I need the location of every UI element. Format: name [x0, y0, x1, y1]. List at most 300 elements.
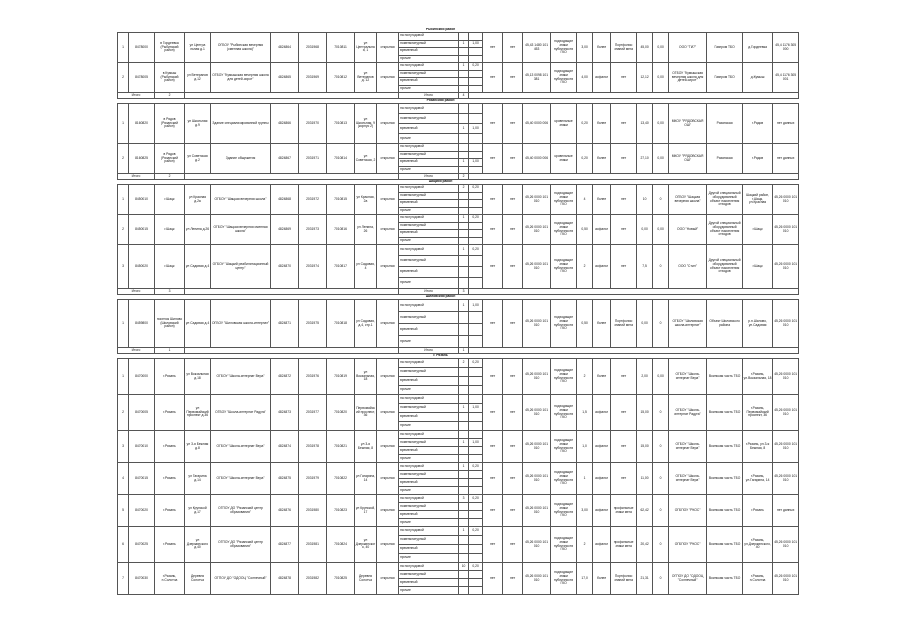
- subline-volume: 0,20: [469, 215, 483, 223]
- cell-c20: 0: [653, 300, 669, 348]
- cell-c15: подходящие знаки публичности ГКО: [551, 185, 577, 215]
- cell-c12: нет: [483, 527, 503, 563]
- subline-label: временный: [399, 579, 459, 587]
- subline-volume: [469, 267, 483, 278]
- subline-count: [459, 134, 469, 144]
- cell-c7: 7010824: [327, 527, 355, 563]
- cell-c9: открытая: [377, 527, 399, 563]
- cell-c5: 4824868: [271, 185, 299, 215]
- subline-count: 3: [459, 495, 469, 503]
- cell-c17: асфальт: [593, 495, 611, 527]
- cell-c15: подходящие знаки публичности ГКО: [551, 33, 577, 63]
- cell-c5: 4824878: [271, 563, 299, 595]
- subline-label: номенклатурный: [399, 114, 459, 124]
- subline-label: прочие: [399, 487, 459, 495]
- cell-c8: ул Садовая, 4: [355, 245, 377, 289]
- waste-sites-table: [117, 28, 799, 595]
- subline-volume: [469, 536, 483, 545]
- cell-c16: 2: [577, 527, 593, 563]
- subline-count: [459, 368, 469, 377]
- cell-c5: 4824874: [271, 431, 299, 463]
- subline-count: [459, 55, 469, 63]
- subline-label: номенклатурный: [399, 503, 459, 511]
- subline-volume: [469, 368, 483, 377]
- cell-c14: 45,26 0000 101 010: [523, 527, 551, 563]
- cell-addr: ул Вокзальная д.18: [185, 359, 211, 395]
- cell-name: ОГБОУ "Рыбинская вечерняя (сменная школа)": [211, 33, 271, 63]
- subline-label: номенклатурный: [399, 256, 459, 267]
- table-body: [118, 28, 799, 595]
- subline-volume: [469, 422, 483, 431]
- subline-volume: [469, 222, 483, 230]
- cell-c14: 45,26 0000 101 010: [523, 463, 551, 495]
- cell-name: ОГПОУ ДО "ОДООЦ "Солнечный": [211, 563, 271, 595]
- subline-label: временный: [399, 324, 459, 336]
- cell-c9: открытая: [377, 63, 399, 93]
- cell-c17: более: [593, 300, 611, 348]
- subline-count: [459, 78, 469, 86]
- subline-count: [459, 431, 469, 439]
- cell-loc: г.Рязань: [155, 395, 185, 431]
- subline-count: 1: [459, 404, 469, 413]
- cell-n: 3: [118, 245, 129, 289]
- cell-code: 8470025: [129, 527, 155, 563]
- table-row: [118, 563, 799, 571]
- cell-c21: ОГБОУ "Школа-интернат Вера": [669, 463, 707, 495]
- cell-c7: 7010812: [327, 63, 355, 93]
- cell-name: Здание общежития: [211, 144, 271, 174]
- cell-c24: 45,4 1176 305 000: [773, 33, 799, 63]
- cell-c15: подходящие знаки публичности ГКО: [551, 431, 577, 463]
- cell-c13: нет: [503, 300, 523, 348]
- cell-name: ОГПОУ ДО "Рязанский центр образования": [211, 495, 271, 527]
- cell-c18: нет: [611, 245, 637, 289]
- cell-addr: Деревня Солотча: [185, 563, 211, 595]
- subline-count: [459, 503, 469, 511]
- subline-volume: [469, 377, 483, 386]
- cell-c23: г.Рязань, ул.3-я Бежная, 8: [743, 431, 773, 463]
- section-title: Рязанский район: [426, 98, 455, 103]
- cell-c8: ул 3-я Бежная, 8: [355, 431, 377, 463]
- cell-c15: подходящие знаки публичности ГКО: [551, 63, 577, 93]
- cell-n: 1: [118, 359, 129, 395]
- subline-volume: [469, 587, 483, 595]
- subline-label: прочие: [399, 386, 459, 395]
- section-title: Шацкий район: [428, 179, 453, 184]
- cell-c8: ул Центральная, 1: [355, 33, 377, 63]
- cell-c12: нет: [483, 495, 503, 527]
- cell-c19: 62,42: [637, 495, 653, 527]
- cell-c12: нет: [483, 395, 503, 431]
- subline-label: прочие: [399, 455, 459, 463]
- cell-c8: ул Крупской, 17: [355, 495, 377, 527]
- cell-c24: 45,26 0000 101 010: [773, 215, 799, 245]
- subline-label: на полугодовой: [399, 63, 459, 71]
- cell-c7: 7010821: [327, 431, 355, 463]
- cell-c9: открытая: [377, 215, 399, 245]
- cell-c17: асфальт: [593, 63, 611, 93]
- cell-c21: ОГБОУ "Школа-интернат Вера": [669, 359, 707, 395]
- cell-c19: 2,00: [637, 359, 653, 395]
- subline-label: номенклатурный: [399, 439, 459, 447]
- cell-c9: открытая: [377, 300, 399, 348]
- cell-code: 8450020: [129, 245, 155, 289]
- subline-count: [459, 222, 469, 230]
- cell-c23: г.Рязань, п.Солотча: [743, 563, 773, 595]
- subline-label: прочие: [399, 278, 459, 289]
- cell-c7: 7010815: [327, 185, 355, 215]
- cell-code: 8450010: [129, 185, 155, 215]
- cell-c20: 0: [653, 495, 669, 527]
- cell-c19: 10: [637, 185, 653, 215]
- subline-count: 2: [459, 185, 469, 193]
- cell-code: 8160820: [129, 104, 155, 144]
- subline-count: [459, 278, 469, 289]
- cell-c8: ул Дзержинского, 40: [355, 527, 377, 563]
- table-row: [118, 495, 799, 503]
- cell-c6: 2031979: [299, 463, 327, 495]
- subline-volume: [469, 55, 483, 63]
- cell-c17: асфальт: [593, 527, 611, 563]
- cell-c6: 2031982: [299, 563, 327, 595]
- cell-c21: ОГБОУ "Кумышская вечерняя школа для детей-сирот": [669, 63, 707, 93]
- subline-label: номенклатурный: [399, 312, 459, 324]
- cell-c15: подходящие знаки публичности ГКО: [551, 563, 577, 595]
- subline-volume: 0,20: [469, 359, 483, 368]
- cell-c16: 1,5: [577, 395, 593, 431]
- cell-c6: 2031981: [299, 527, 327, 563]
- cell-c23: г.Рязань, Первомайский проспект, 36: [743, 395, 773, 431]
- subline-volume: [469, 200, 483, 208]
- subline-count: [459, 230, 469, 238]
- cell-c14: 45,26 0000 101 010: [523, 563, 551, 595]
- cell-c22: Воинская часть ТБО: [707, 563, 743, 595]
- cell-loc: г.Рязань: [155, 431, 185, 463]
- cell-code: 8478005: [129, 63, 155, 93]
- cell-c6: 2031976: [299, 359, 327, 395]
- cell-c5: 4824866: [271, 104, 299, 144]
- subline-volume: [469, 144, 483, 152]
- subline-label: прочие: [399, 519, 459, 527]
- subline-volume: 0,20: [469, 563, 483, 571]
- cell-c7: 7010825: [327, 563, 355, 595]
- subline-volume: [469, 324, 483, 336]
- subline-count: [459, 386, 469, 395]
- total-label: Итого: [118, 289, 155, 295]
- cell-c5: 4824876: [271, 495, 299, 527]
- cell-c22: Воинская часть ТБО: [707, 495, 743, 527]
- subline-volume: [469, 511, 483, 519]
- subline-volume: [469, 70, 483, 78]
- cell-c16: 3,00: [577, 33, 593, 63]
- cell-c13: нет: [503, 463, 523, 495]
- subline-label: номенклатурный: [399, 368, 459, 377]
- cell-c14: 45,26 0000 101 010: [523, 431, 551, 463]
- total-sum: 2: [459, 174, 469, 180]
- cell-c16: 17,0: [577, 563, 593, 595]
- subline-count: 1: [459, 215, 469, 223]
- cell-c18: нет: [611, 215, 637, 245]
- cell-code: 8470015: [129, 463, 155, 495]
- subline-label: номенклатурный: [399, 192, 459, 200]
- subline-label: временный: [399, 78, 459, 86]
- cell-c12: нет: [483, 300, 503, 348]
- cell-c21: ОГБОУ "Школа-интернат Вера": [669, 431, 707, 463]
- cell-addr: ул Центра льная д.1: [185, 33, 211, 63]
- cell-c15: подходящие знаки публичности ГКО: [551, 245, 577, 289]
- cell-name: ОГБОУ "Школа-интернат Вера": [211, 359, 271, 395]
- cell-c7: 7010811: [327, 33, 355, 63]
- cell-c13: нет: [503, 527, 523, 563]
- cell-c20: 0,00: [653, 215, 669, 245]
- subline-volume: [469, 312, 483, 324]
- cell-c14: 45,26 0000 101 010: [523, 215, 551, 245]
- cell-c20: 0,00: [653, 359, 669, 395]
- subline-label: прочие: [399, 237, 459, 245]
- cell-n: 5: [118, 495, 129, 527]
- cell-addr: ул Первомайский проспект д.36: [185, 395, 211, 431]
- subline-volume: [469, 134, 483, 144]
- cell-c9: открытая: [377, 495, 399, 527]
- cell-c16: 0,20: [577, 104, 593, 144]
- subline-count: [459, 104, 469, 114]
- cell-c12: нет: [483, 33, 503, 63]
- table-row: [118, 300, 799, 312]
- subline-volume: 1,00: [469, 159, 483, 167]
- cell-c19: 15,00: [637, 395, 653, 431]
- cell-n: 1: [118, 104, 129, 144]
- cell-c8: ул Красная, 2а: [355, 185, 377, 215]
- cell-c5: 4824869: [271, 215, 299, 245]
- total-label-2: Итого: [399, 348, 459, 354]
- subline-volume: [469, 554, 483, 563]
- cell-c8: ул Советская, 2: [355, 144, 377, 174]
- cell-c19: 7,5: [637, 245, 653, 289]
- cell-c23: д.Кумыш: [743, 63, 773, 93]
- cell-c18: нет: [611, 104, 637, 144]
- subline-count: 10: [459, 563, 469, 571]
- subline-volume: [469, 78, 483, 86]
- cell-c22: Воинская часть ТБО: [707, 527, 743, 563]
- cell-c16: 2: [577, 359, 593, 395]
- cell-c6: 2031978: [299, 431, 327, 463]
- cell-n: 2: [118, 395, 129, 431]
- cell-c22: Газпром ТБО: [707, 33, 743, 63]
- subline-count: [459, 85, 469, 93]
- subline-volume: 1,00: [469, 40, 483, 48]
- subline-count: [459, 447, 469, 455]
- total-label: Итого: [118, 93, 155, 99]
- cell-c5: 4824870: [271, 245, 299, 289]
- subline-volume: [469, 545, 483, 554]
- subline-volume: [469, 207, 483, 215]
- cell-addr: ул Ветеранов д.12: [185, 63, 211, 93]
- cell-c13: нет: [503, 63, 523, 93]
- cell-c16: 4: [577, 185, 593, 215]
- subline-count: 1: [459, 40, 469, 48]
- cell-c20: 0: [653, 463, 669, 495]
- cell-c22: Рязанская: [707, 104, 743, 144]
- cell-c19: 20,42: [637, 527, 653, 563]
- cell-c19: 0,00: [637, 300, 653, 348]
- cell-c13: нет: [503, 495, 523, 527]
- cell-name: ОГБОУ "Шацкая вечерняя школа": [211, 185, 271, 215]
- subline-label: на полугодовой: [399, 185, 459, 193]
- cell-c15: подходящие знаки публичности ГКО: [551, 395, 577, 431]
- subline-count: [459, 200, 469, 208]
- cell-c12: нет: [483, 63, 503, 93]
- subline-count: 1: [459, 463, 469, 471]
- cell-c5: 4824867: [271, 144, 299, 174]
- cell-c20: 0,00: [653, 33, 669, 63]
- subline-label: на полугодовой: [399, 431, 459, 439]
- cell-loc: в Рядов (Рязанский район): [155, 144, 185, 174]
- cell-c6: 2031975: [299, 300, 327, 348]
- cell-c24: нет данных: [773, 104, 799, 144]
- cell-name: ОГБОУ "Шиловская школа-интернат": [211, 300, 271, 348]
- cell-name: Здание специализированной группы: [211, 104, 271, 144]
- cell-c21: ОГБПОУ "РКОС": [669, 495, 707, 527]
- cell-c12: нет: [483, 359, 503, 395]
- cell-c18: нет: [611, 144, 637, 174]
- cell-c6: 2031974: [299, 245, 327, 289]
- cell-c7: 7010820: [327, 395, 355, 431]
- subline-label: на полугодовой: [399, 215, 459, 223]
- section-title: Рыбинский район: [425, 28, 456, 32]
- subline-count: 2: [459, 359, 469, 368]
- cell-c6: 2031969: [299, 63, 327, 93]
- cell-addr: ул Крупской д.17: [185, 495, 211, 527]
- cell-code: 8478000: [129, 33, 155, 63]
- subline-count: [459, 237, 469, 245]
- cell-c17: более: [593, 104, 611, 144]
- cell-c23: Шацкий район, г.Шацк, ул.Красная: [743, 185, 773, 215]
- cell-c6: 2031972: [299, 185, 327, 215]
- cell-c23: г.Шацк: [743, 245, 773, 289]
- cell-c9: открытая: [377, 395, 399, 431]
- subline-volume: 1,00: [469, 439, 483, 447]
- cell-c6: 2031980: [299, 495, 327, 527]
- cell-c20: 0,00: [653, 144, 669, 174]
- subline-count: [459, 192, 469, 200]
- subline-volume: [469, 455, 483, 463]
- subline-count: [459, 455, 469, 463]
- cell-c8: Деревня Солотча: [355, 563, 377, 595]
- cell-c22: Другой специальный оборудованный объект накопления отходов: [707, 185, 743, 215]
- cell-loc: г.Рязань: [155, 463, 185, 495]
- subline-label: прочие: [399, 85, 459, 93]
- subline-count: 1: [459, 300, 469, 312]
- cell-c9: открытая: [377, 33, 399, 63]
- cell-c6: 2031971: [299, 144, 327, 174]
- cell-c18: нет: [611, 63, 637, 93]
- cell-c14: 45,26 0000 101 010: [523, 395, 551, 431]
- cell-c8: ул Школьная, 9 (корпус 2): [355, 104, 377, 144]
- subline-volume: [469, 479, 483, 487]
- cell-c13: нет: [503, 563, 523, 595]
- subline-count: [459, 336, 469, 348]
- cell-c20: 0,00: [653, 63, 669, 93]
- cell-c7: 7010822: [327, 463, 355, 495]
- cell-c18: нет: [611, 431, 637, 463]
- cell-c15: подходящие знаки публичности ГКО: [551, 359, 577, 395]
- cell-c12: нет: [483, 215, 503, 245]
- cell-c17: асфальт: [593, 245, 611, 289]
- cell-c20: 0: [653, 185, 669, 215]
- subline-count: [459, 377, 469, 386]
- subline-count: [459, 256, 469, 267]
- cell-c21: ООО "ТИ7": [669, 33, 707, 63]
- cell-c6: 2031970: [299, 104, 327, 144]
- cell-c9: открытая: [377, 144, 399, 174]
- subline-label: прочие: [399, 336, 459, 348]
- subline-count: [459, 519, 469, 527]
- cell-c9: открытая: [377, 563, 399, 595]
- total-count: 2: [155, 174, 185, 180]
- cell-c22: Воинская часть ТБО: [707, 359, 743, 395]
- subline-label: временный: [399, 200, 459, 208]
- subline-label: прочие: [399, 207, 459, 215]
- cell-c23: г.Шацк: [743, 215, 773, 245]
- cell-c5: 4824872: [271, 359, 299, 395]
- cell-c5: 4824864: [271, 33, 299, 63]
- cell-addr: ул Школьная д.9: [185, 104, 211, 144]
- cell-c22: Воинская часть ТБО: [707, 463, 743, 495]
- cell-addr: ул Садовая д.4: [185, 300, 211, 348]
- cell-c20: 0: [653, 563, 669, 595]
- cell-c6: 2031973: [299, 215, 327, 245]
- cell-c19: 13,40: [637, 104, 653, 144]
- subline-label: на полугодовой: [399, 245, 459, 256]
- cell-c8: ул Ленина, 26: [355, 215, 377, 245]
- cell-c14: 45,26 0000 101 010: [523, 185, 551, 215]
- cell-c18: профильные знаки мега: [611, 495, 637, 527]
- subline-count: [459, 536, 469, 545]
- cell-c17: более: [593, 359, 611, 395]
- cell-c15: подходящие знаки публичности ГКО: [551, 463, 577, 495]
- cell-c23: г.Рядов: [743, 144, 773, 174]
- cell-c21: ОГБОУ "Шиловская школа-интернат": [669, 300, 707, 348]
- subline-count: [459, 324, 469, 336]
- subline-volume: 1,00: [469, 300, 483, 312]
- subline-label: прочие: [399, 422, 459, 431]
- cell-c24: 45,26 0000 101 010: [773, 245, 799, 289]
- cell-c14: 45,26 0000 101 010: [523, 245, 551, 289]
- cell-c8: ул Гагарина, 14: [355, 463, 377, 495]
- cell-c22: Объект Шиловского района: [707, 300, 743, 348]
- cell-c15: подходящие знаки публичности ГКО: [551, 495, 577, 527]
- cell-c13: нет: [503, 431, 523, 463]
- cell-c13: нет: [503, 245, 523, 289]
- cell-c16: 4,00: [577, 63, 593, 93]
- cell-code: 8450015: [129, 215, 155, 245]
- subline-volume: [469, 114, 483, 124]
- subline-label: временный: [399, 48, 459, 56]
- cell-c24: 45,26 0000 101 010: [773, 563, 799, 595]
- subline-volume: [469, 48, 483, 56]
- subline-label: номенклатурный: [399, 571, 459, 579]
- cell-c18: нет: [611, 463, 637, 495]
- cell-c13: нет: [503, 215, 523, 245]
- table-row: [118, 33, 799, 41]
- table-row: [118, 144, 799, 152]
- subline-label: прочие: [399, 554, 459, 563]
- cell-c21: МКОУ "РЯДОВСКАЯ ОШ": [669, 104, 707, 144]
- cell-c22: Воинская часть ТБО: [707, 395, 743, 431]
- subline-volume: [469, 487, 483, 495]
- subline-label: номенклатурный: [399, 404, 459, 413]
- subline-count: [459, 479, 469, 487]
